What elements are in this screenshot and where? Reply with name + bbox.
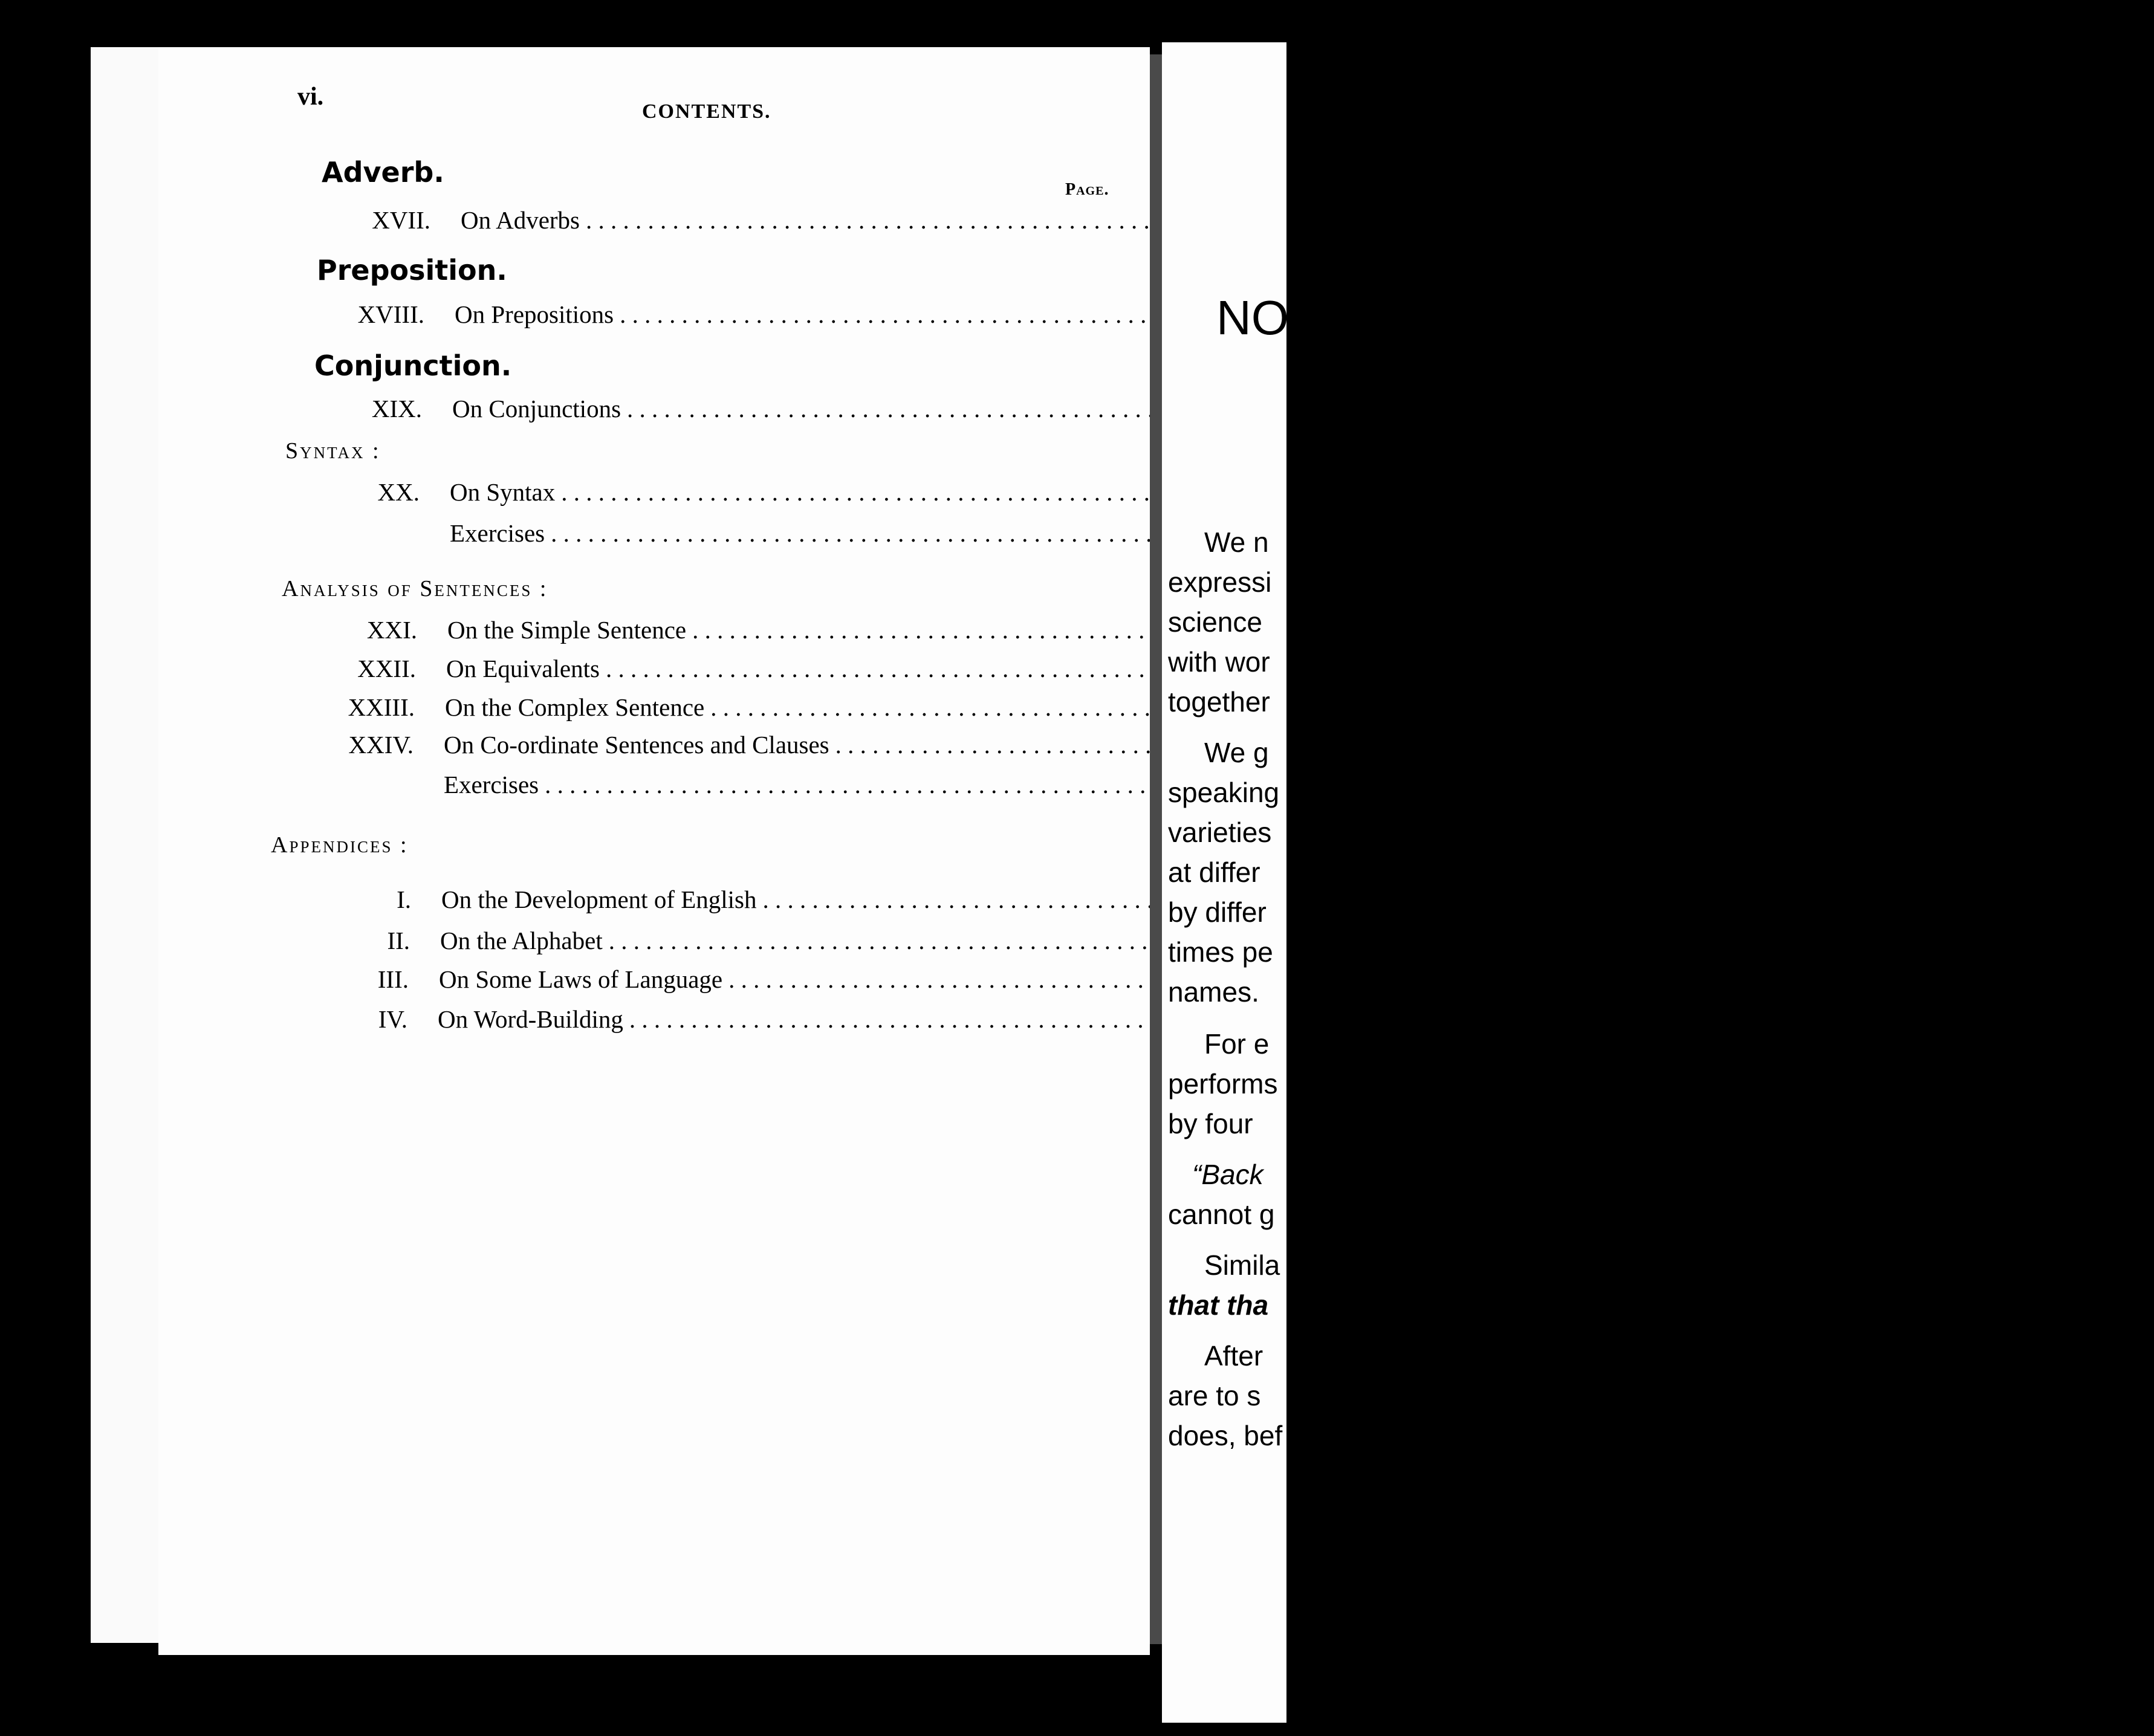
facing-page-line: names. [1168, 976, 1259, 1008]
page-stack-edge [131, 47, 147, 1643]
leader-dots [710, 693, 1993, 722]
page-stack-edge [91, 47, 117, 1643]
facing-page-line: varieties [1168, 817, 1272, 848]
entry-title: On Co-ordinate Sentences and Clauses [444, 731, 829, 759]
facing-page-line: We n [1204, 526, 1269, 558]
entry-title: On the Development of English [441, 886, 757, 913]
facing-page-line: are to s [1168, 1380, 1261, 1411]
entry-title: On Equivalents [446, 655, 600, 682]
entry-number: XXIII. [348, 693, 415, 721]
toc-entry [305, 1005, 1948, 1034]
entry-page: 65 [1855, 478, 1880, 506]
folio: vi. [297, 83, 324, 111]
entry-number: I. [397, 886, 411, 913]
running-head: CONTENTS. [642, 100, 771, 123]
section-heading-appendices: Appendices : [271, 832, 409, 858]
facing-page-line: expressi [1168, 566, 1272, 598]
facing-page-line: performs [1168, 1068, 1278, 1100]
entry-title: Exercises [450, 519, 545, 547]
entry-page: 75 [1899, 655, 1925, 682]
facing-page-line: at differ [1168, 857, 1260, 888]
entry-page: 60 [1880, 206, 1905, 234]
facing-page-line: does, bef [1168, 1420, 1283, 1451]
leader-dots [692, 615, 1975, 644]
facing-page-line: times pe [1168, 936, 1273, 968]
facing-page-line: speaking [1168, 777, 1280, 808]
page-stack-edge [115, 47, 132, 1643]
entry-page: 63 [1921, 395, 1946, 423]
toc-entry [317, 478, 1880, 507]
entry-number: XXIV. [348, 731, 414, 759]
entry-number: XXII. [357, 655, 416, 682]
entry-page: 89 [1903, 927, 1928, 954]
entry-page: 81 [2129, 731, 2154, 759]
entry-number: XVIII. [357, 300, 424, 328]
entry-title: Exercises [444, 771, 539, 798]
entry-number: IV. [378, 1005, 407, 1033]
entry-page: 70 [1844, 519, 1870, 547]
facing-page-heading: NOT [1216, 291, 1319, 345]
page-stack-edge [145, 47, 160, 1643]
part-heading-adverb: Adverb. [322, 156, 444, 189]
entry-page: 85 [1838, 771, 1864, 798]
entry-page: 87 [2057, 886, 2082, 913]
entry-number: III. [377, 965, 409, 993]
entry-page: 78 [2005, 693, 2030, 721]
section-heading-analysis: Analysis of Sentences : [282, 576, 548, 601]
facing-page-line: that tha [1168, 1289, 1269, 1321]
facing-page-line: For e [1204, 1028, 1270, 1060]
toc-entry [328, 206, 1905, 235]
facing-page-line: by four [1168, 1108, 1253, 1139]
leader-dots [728, 965, 2011, 994]
leader-dots [835, 730, 2118, 759]
facing-page-line: science [1168, 606, 1262, 638]
entry-number: XIX. [371, 395, 422, 423]
entry-title: On Prepositions [455, 300, 614, 328]
facing-page-line: by differ [1168, 896, 1267, 928]
entry-title: On Syntax [450, 478, 556, 506]
facing-page-line: “Back [1192, 1159, 1264, 1190]
section-heading-syntax: Syntax : [285, 438, 381, 464]
entry-number: XXI. [366, 616, 417, 644]
entry-page: 92 [2022, 965, 2048, 993]
binding-gutter [1150, 54, 1162, 1644]
entry-title: On the Alphabet [440, 927, 603, 954]
part-heading-conjunction: Conjunction. [314, 349, 512, 382]
facing-page [1162, 42, 1319, 1723]
part-heading-preposition: Preposition. [317, 254, 507, 287]
entry-number: II. [387, 927, 410, 954]
entry-number: XVII. [372, 206, 430, 234]
facing-page-line: with wor [1168, 646, 1270, 678]
entry-title: On the Complex Sentence [445, 693, 705, 721]
entry-page: 73 [1986, 616, 2011, 644]
facing-page-line: cannot g [1168, 1199, 1275, 1230]
entry-page: 95 [1923, 1005, 1948, 1033]
page-column-label: Page. [1065, 180, 1109, 199]
facing-page-line: Simila [1204, 1249, 1280, 1281]
entry-title: On Word-Building [438, 1005, 623, 1033]
entry-number: XX. [377, 478, 420, 506]
entry-page: 62 [1913, 300, 1939, 328]
facing-page-line: We g [1204, 737, 1269, 768]
entry-title: On Some Laws of Language [439, 965, 723, 993]
facing-page-line: After [1204, 1340, 1264, 1372]
facing-page-line: together [1168, 686, 1270, 717]
entry-title: On the Simple Sentence [447, 616, 687, 644]
entry-title: On Adverbs [461, 206, 580, 234]
entry-title: On Conjunctions [452, 395, 621, 423]
leader-dots [763, 885, 2046, 914]
toc-entry [319, 394, 1946, 423]
